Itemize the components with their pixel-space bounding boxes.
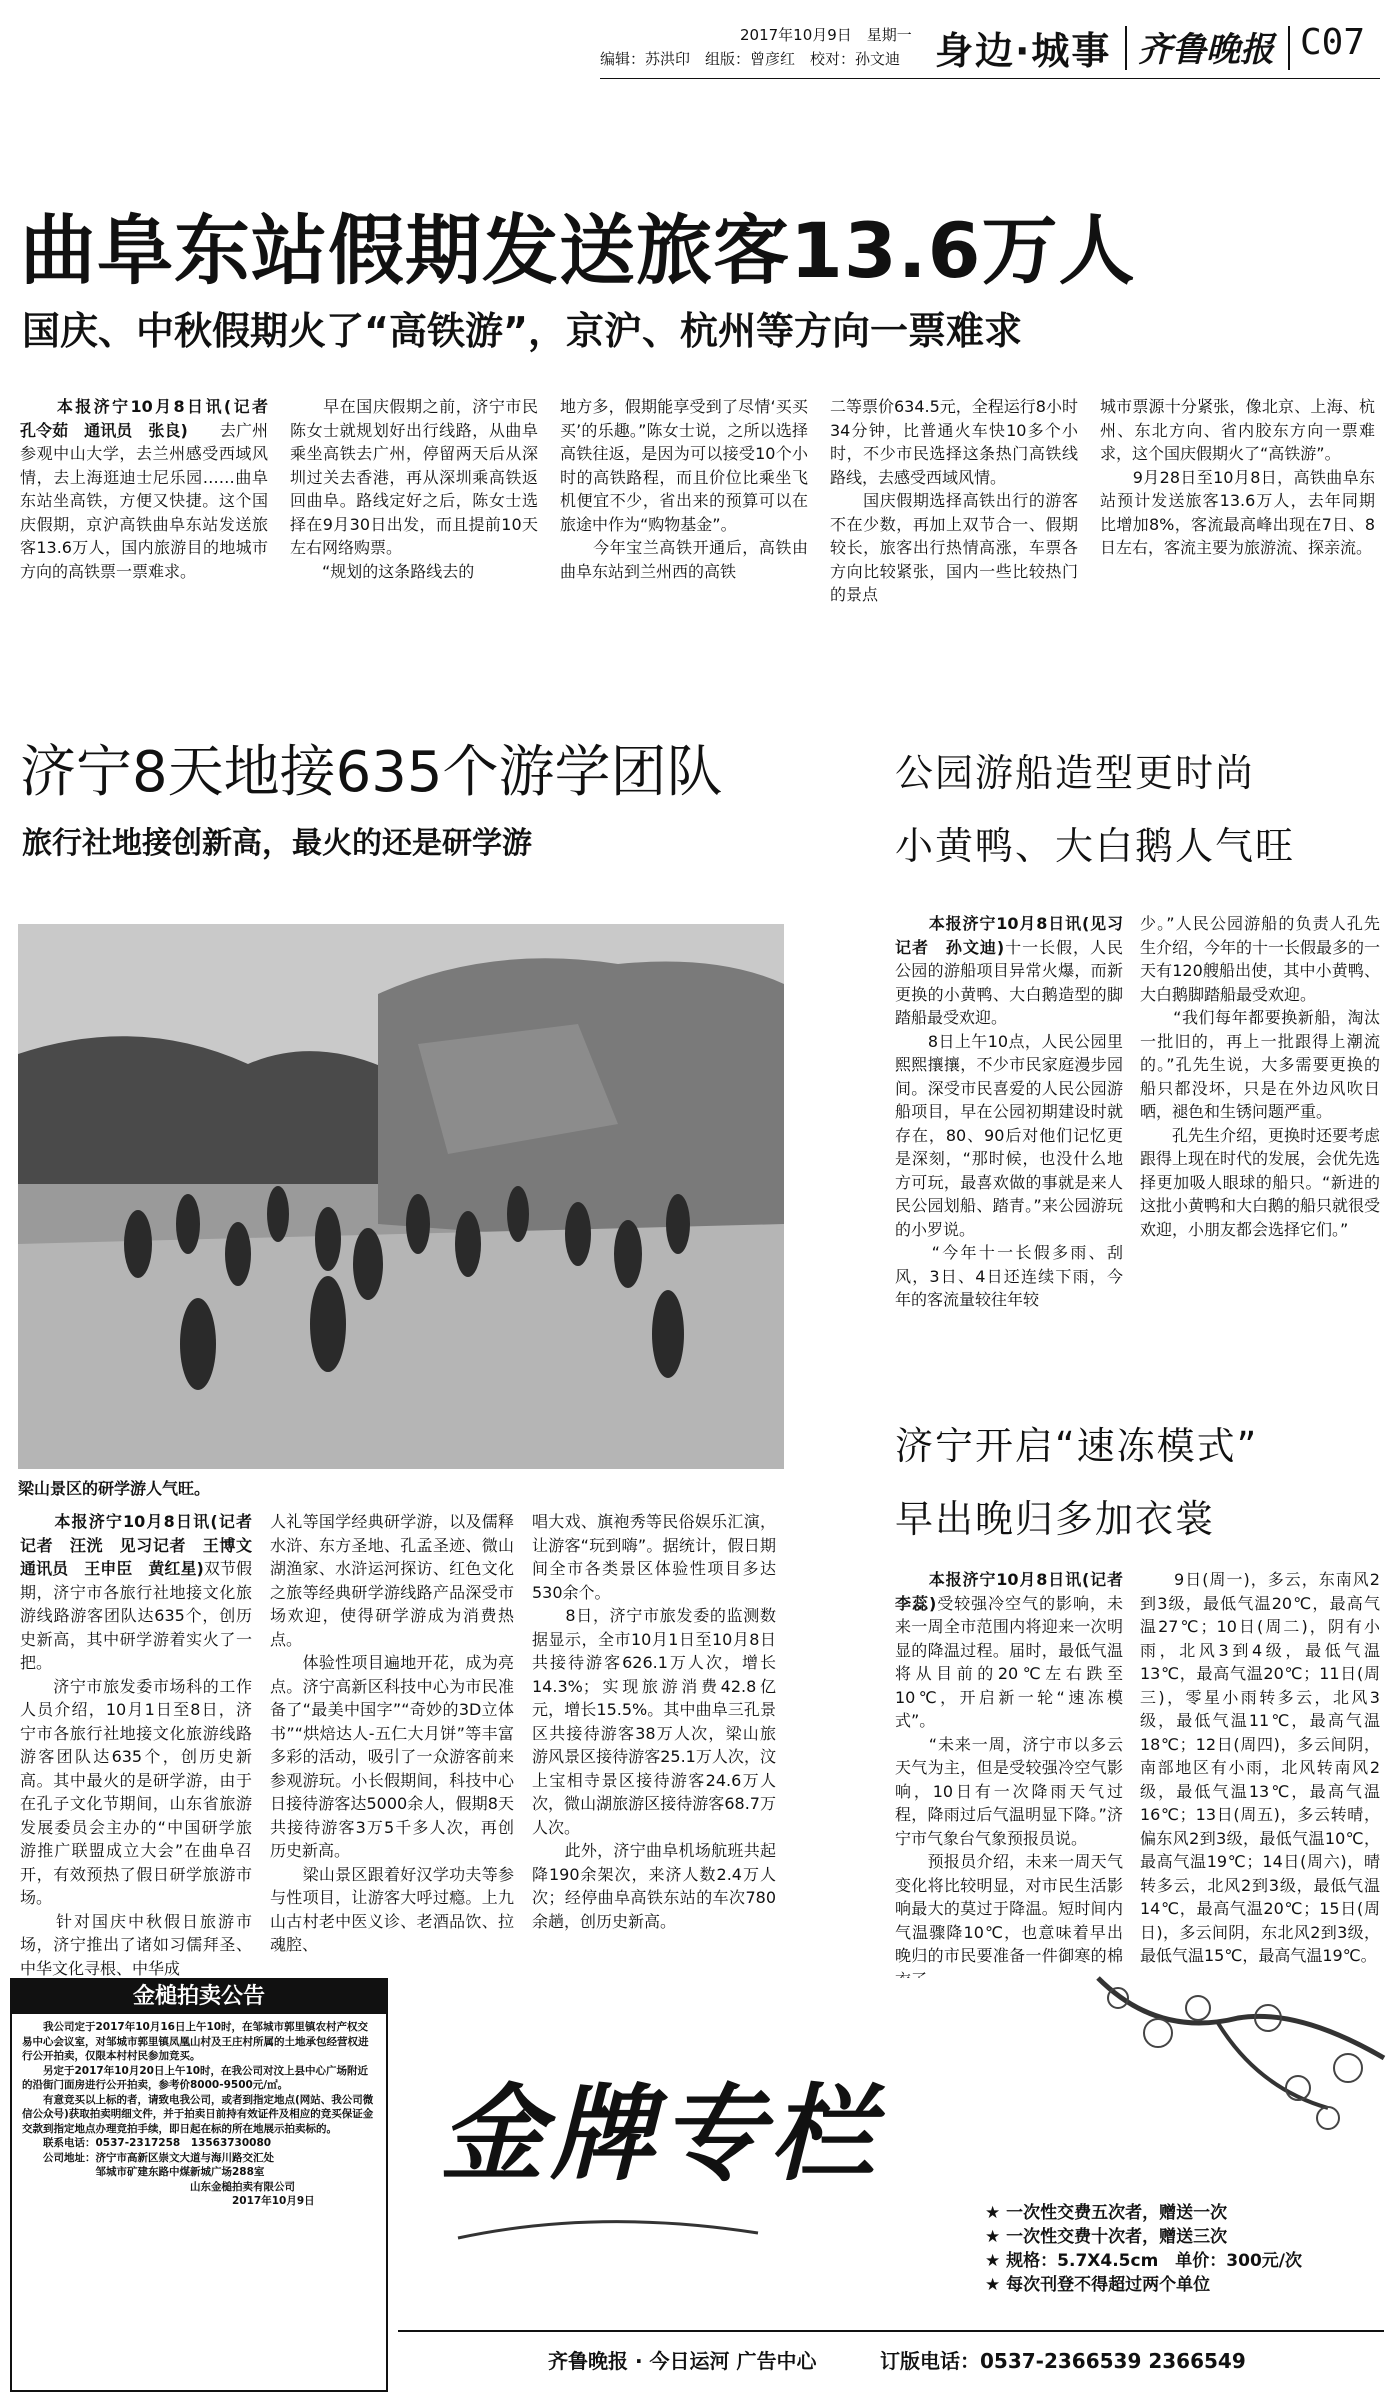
article1-column-3: 地方多，假期能享受到了尽情‘买买买’的乐趣。”陈女士说，之所以选择高铁往返，是因为可以接受10个小时的高铁路程，而且价位比乘坐飞机便宜不少，省出来的预算可以在旅途中作为“购物基金”。 今年宝兰高铁开通后，高铁由曲阜东站到兰州西的高铁 [560,397,808,581]
article3-text: 十一长假，人民公园的游船项目异常火爆，而新更换的小黄鸭、大白鹅造型的脚踏船最受欢迎。 8日上午10点，人民公园里熙熙攘攘，不少市民家庭漫步园间。深受市民喜爱的人民公园游船项目，早在公园初期建设时就存在，80、90后对他们记忆更是深刻，“那时候，也没什么地方可玩，最喜欢做的事就是来人民公园划船、踏青。”来公园游玩的小罗说。 “今年十一长假多雨、刮风，3日、4日还连续下雨，今年的客流量较往年较 [895,937,1123,1309]
masthead-rule [600,78,1380,79]
masthead-divider [1125,26,1127,70]
article2-byline: 本报济宁10月8日讯(记者 记者 汪洸 见习记者 王博文 通讯员 王申臣 黄红星) [20,1512,269,1578]
article1-subheadline: 国庆、中秋假期火了“高铁游”，京沪、杭州等方向一票难求 [22,309,1022,353]
ad-item: ★ 每次刊登不得超过两个单位 [985,2275,1211,2295]
ad-item: ★ 规格：5.7X4.5cm 单价：300元/次 [985,2251,1302,2271]
ad-footer-rule [398,2330,1384,2332]
article1-column-1 [20,395,285,665]
article2-column-1 [20,1510,269,1978]
section-name: 身边·城事 [935,29,1112,73]
article2-headline: 济宁8天地接635个游学团队 [20,740,723,805]
page-number: C07 [1300,22,1366,63]
article4-column-2: 9日(周一)，多云，东南风2到3级，最低气温20℃，最高气温27℃；10日(周二)，阴有小雨，北风3到4级，最低气温13℃，最高气温20℃；11日(周三)，零星小雨转多云，北风3级，最低气温11℃，最高气温18℃；12日(周四)，多云间阴，南部地区有小雨，北风转南风2级，最低气温13℃，最高气温16℃；13日(周五)，多云转晴，偏东风2到3级，最低气温10℃，最高气温19℃；14日(周六)，晴转多云，北风2到3级，最低气温14℃，最高气温20℃；15日(周日)，多云间阴，东北风2到3级，最低气温15℃，最高气温19℃。 [1140,1570,1380,1965]
article1-byline: 本报济宁10月8日讯(记者 孔令茹 通讯员 张良) [20,397,285,440]
article3-column-1 [895,912,1123,1352]
auction-title: 金槌拍卖公告 [12,1980,386,2014]
article1-text: 去广州参观中山大学，去兰州感受西域风情，去上海逛迪士尼乐园……曲阜东站坐高铁，方便又快捷。这个国庆假期，京沪高铁曲阜东站发送旅客13.6万人，国内旅游目的地城市方向的高铁票一票难求。 [20,420,268,581]
article2-column-2: 人礼等国学经典研学游，以及儒释水浒、东方圣地、孔孟圣迹、微山湖渔家、水浒运河探访、红色文化之旅等经典研学游线路产品深受市场欢迎，使得研学游成为消费热点。 体验性项目遍地开花，成为亮点。济宁高新区科技中心为市民准备了“最美中国字”“奇妙的3D立体书”“烘焙达人-五仁大月饼”等丰富多彩的活动，吸引了一众游客前来参观游玩。小长假期间，科技中心日接待游客达5000余人，假期8天共接待游客3万5千多人次，再创历史新高。 梁山景区跟着好汉学功夫等参与性项目，让游客大呼过瘾。上九山古村老中医义诊、老酒品饮、拉魂腔、 [270,1512,514,1954]
article4-byline: 本报济宁10月8日讯(记者 李蕊) [895,1570,1140,1613]
auction-body: 我公司定于2017年10月16日上午10时，在邹城市郭里镇农村产权交易中心会议室，对邹城市郭里镇凤凰山村及王庄村所属的土地承包经营权进行公开拍卖，仅限本村村民参加竞买。 另定于2017年10月20日上午10时，在我公司对汶上县中心广场附近的沿街门面房进行公开拍卖，参考价8000-9500元/㎡。 有意竞买以上标的者，请致电我公司，或者到指定地点(网站、我公司微信公众号)获取拍卖明细文件，并于拍卖日前持有效证件及相应的竞买保证金交款到指定地点办理竞拍手续，即日起在标的所在地展示拍卖标的。 联系电话：0537-2317258 13563730080 公司地址：济宁市高新区崇文大道与海川路交汇处 邹城市矿建东路中煤新城广场288室 山东金槌拍卖有限公司 2017年10月9日 [22,2021,374,2207]
article3-headline-line2: 小黄鸭、大白鹅人气旺 [895,824,1296,868]
article3-column-2: 少。”人民公园游船的负责人孔先生介绍，今年的十一长假最多的一天有120艘船出使，其中小黄鸭、大白鹅脚踏船最受欢迎。 “我们每年都要换新船，淘汰一批旧的，再上一批跟得上潮流的。”孔先生说，大多需要更换的船只都没坏，只是在外边风吹日晒，褪色和生锈问题严重。 孔先生介绍，更换时还要考虑跟得上现在时代的发展，会优先选择更加吸人眼球的船只。“新进的这批小黄鸭和大白鹅的船只就很受欢迎，小朋友都会选择它们。” [1140,914,1381,1239]
article2-subheadline: 旅行社地接创新高，最火的还是研学游 [22,826,532,861]
article3-headline-line1: 公园游船造型更时尚 [895,751,1256,795]
article1-column-2: 早在国庆假期之前，济宁市民陈女士就规划好出行线路，从曲阜乘坐高铁去广州，停留两天后从深圳过关去香港，再从深圳乘高铁返回曲阜。路线定好之后，陈女士选择在9月30日出发，而且提前10天左右网络购票。 “规划的这条路线去的 [290,397,538,581]
article2-text: 双节假期，济宁市各旅行社地接文化旅游线路游客团队达635个，创历史新高，其中研学游着实火了一把。 济宁市旅发委市场科的工作人员介绍，10月1日至8日，济宁市各旅行社地接文化旅游线路游客团队达635个，创历史新高。其中最火的是研学游，由于在孔子文化节期间，山东省旅游发展委员会主办的“中国研学旅游推广联盟成立大会”在曲阜召开，有效预热了假日研学旅游市场。 针对国庆中秋假日旅游市场，济宁推出了诸如习儒拜圣、中华文化寻根、中华成 [20,1559,252,1978]
ad-calligraphy-title: 金牌专栏 [440,2072,881,2195]
article3-byline: 本报济宁10月8日讯(见习记者 孙文迪) [895,914,1123,957]
ad-item: ★ 一次性交费五次者，赠送一次 [985,2203,1228,2223]
article1-column-5: 城市票源十分紧张，像北京、上海、杭州、东北方向、省内胶东方向一票难求，这个国庆假期火了“高铁游”。 9月28日至10月8日，高铁曲阜东站预计发送旅客13.6万人，去年同期比增加8%，客流最高峰出现在7日、8日左右，客流主要为旅游流、探亲流。 [1100,397,1375,557]
ad-footer-phone: 订版电话：0537-2366539 2366549 [880,2349,1246,2373]
article4-headline-line1: 济宁开启“速冻模式” [895,1424,1259,1468]
article1-headline: 曲阜东站假期发送旅客13.6万人 [20,206,1136,295]
auction-notice [10,1978,388,2392]
newspaper-logo: 齐鲁晚报 [1138,30,1274,70]
editor-credits: 编辑：苏洪印 组版：曾彦红 校对：孙文迪 [600,50,901,68]
photo-illustration [18,924,784,1469]
ad-item: ★ 一次性交费十次者，赠送三次 [985,2227,1228,2247]
article1-column-4: 二等票价634.5元，全程运行8小时34分钟，比普通火车快10多个小时，不少市民选择这条热门高铁线路线，去感受西域风情。 国庆假期选择高铁出行的游客不在少数，再加上双节合一、假期较长，旅客出行热情高涨，车票各方向比较紧张，国内一些比较热门的景点 [830,397,1078,604]
article4-headline-line2: 早出晚归多加衣裳 [895,1497,1216,1541]
issue-date: 2017年10月9日 星期一 [740,26,912,44]
article4-column-1 [895,1568,1140,1968]
article2-column-3: 唱大戏、旗袍秀等民俗娱乐汇演，让游客“玩到嗨”。据统计，假日期间全市各类景区体验性项目多达530余个。 8日，济宁市旅发委的监测数据显示，全市10月1日至10月8日共接待游客626.1万人次，增长14.3%；实现旅游消费42.8亿元，增长15.5%。其中曲阜三孔景区共接待游客38万人次，梁山旅游风景区接待游客25.1万人次，汶上宝相寺景区接待游客24.6万人次，微山湖旅游区接待游客68.7万人次。 此外，济宁曲阜机场航班共起降190余架次，来济人数2.4万人次；经停曲阜高铁东站的车次780余趟，创历史新高。 [532,1512,776,1931]
ad-footer-publisher: 齐鲁晚报 · 今日运河 广告中心 [548,2349,817,2373]
masthead-divider [1288,26,1290,70]
article4-text: 受较强冷空气的影响，未来一周全市范围内将迎来一次明显的降温过程。届时，最低气温将从目前的20℃左右跌至10℃，开启新一轮“速冻模式”。 “未来一周，济宁市以多云天气为主，但是受较强冷空气影响，10日有一次降雨天气过程，降雨过后气温明显下降。”济宁市气象台气象预报员说。 预报员介绍，未来一周天气变化将比较明显，对市民生活影响最大的莫过于降温。短时间内气温骤降10℃，也意味着早出晚归的市民要准备一件御寒的棉 [895,1593,1123,1965]
study-tour-photo [18,924,784,1469]
photo-caption: 梁山景区的研学游人气旺。 [18,1479,211,1498]
